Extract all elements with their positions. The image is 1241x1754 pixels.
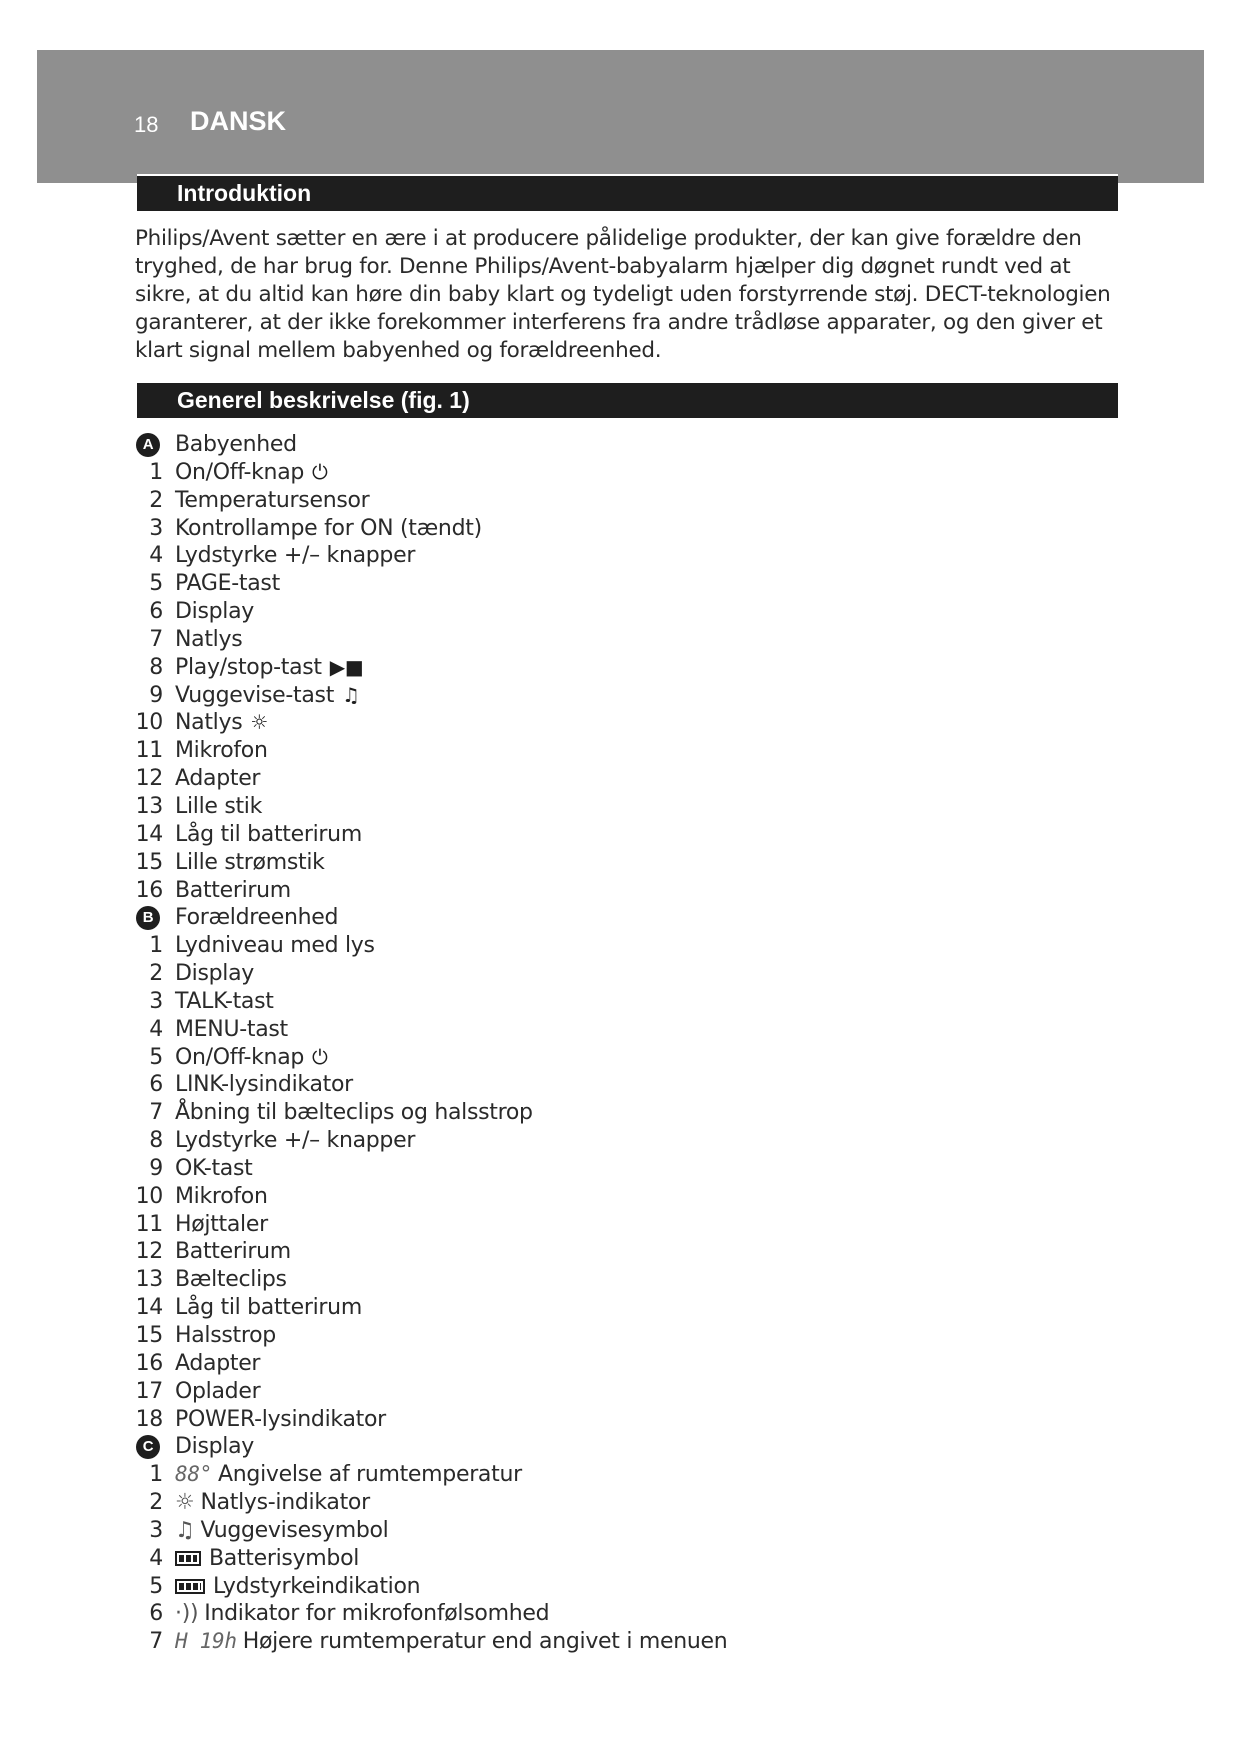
list-item: [133, 1099, 727, 1127]
item-label: MENU-tast: [175, 1016, 288, 1042]
item-number: 4: [149, 1016, 163, 1042]
group-heading: [133, 904, 727, 932]
item-number: 4: [149, 1545, 163, 1571]
item-label: Play/stop-tast: [175, 654, 322, 680]
item-number: 16: [135, 1350, 163, 1376]
item-label: LINK-lysindikator: [175, 1072, 353, 1098]
item-number: 16: [135, 877, 163, 903]
list-item: [133, 793, 727, 821]
section-general-description: [137, 383, 1118, 418]
list-item: [133, 1628, 727, 1656]
item-label: Batterirum: [175, 877, 291, 903]
item-label: PAGE-tast: [175, 571, 280, 597]
item-number: 1: [149, 1462, 163, 1488]
item-number: 15: [135, 1323, 163, 1348]
list-item: [133, 765, 727, 793]
item-number: 7: [149, 1100, 163, 1126]
intro-paragraph: Philips/Avent sætter en ære i at producere pålidelige produkter, der kan give forældre den tryghed, de har brug for. Denne Philips/Avent-babyalarm hjælper dig døgnet rundt ved at sikre, at du altid kan høre din baby klart og tydeligt uden forstyrrende støj. DECT-teknologien garanterer, at der ikke forekommer interferens fra andre trådløse apparater, og den giver et klart signal mellem babyenhed og forældreenhed.: [135, 226, 1111, 363]
item-number: 6: [149, 599, 163, 625]
list-item: [133, 487, 727, 515]
item-label: Mikrofon: [175, 1183, 268, 1209]
item-label: TALK-tast: [175, 988, 274, 1014]
item-number: 5: [149, 1573, 163, 1599]
list-item: [133, 1322, 727, 1350]
item-label: OK-tast: [175, 1155, 253, 1181]
list-item: [133, 570, 727, 598]
item-label: Natlys: [175, 626, 243, 652]
section-title-general-description: Generel beskrivelse (fig. 1): [177, 387, 470, 413]
item-number: 4: [149, 543, 163, 569]
item-label: Kontrollampe for ON (tændt): [175, 515, 482, 541]
item-number: 6: [149, 1601, 163, 1627]
item-number: 10: [135, 1183, 163, 1209]
item-label: Oplader: [175, 1378, 261, 1404]
item-label: Åbning til bælteclips og halsstrop: [175, 1100, 533, 1126]
item-label: Natlys-indikator: [200, 1490, 370, 1516]
item-label: Display: [175, 961, 254, 987]
item-number: 2: [149, 487, 163, 513]
symbol-icon: ·)): [175, 1601, 199, 1627]
item-label: Bælteclips: [175, 1267, 287, 1293]
item-label: Halsstrop: [175, 1323, 276, 1348]
item-label: Låg til batterirum: [175, 1295, 362, 1321]
list-item: [133, 877, 727, 905]
item-number: 7: [149, 1629, 163, 1655]
list-item: [133, 737, 727, 765]
group-title: Babyenhed: [175, 432, 297, 457]
item-number: 18: [135, 1406, 163, 1432]
item-number: 9: [149, 1155, 163, 1181]
item-number: 7: [149, 626, 163, 652]
item-number: 1: [149, 459, 163, 485]
power-icon: ⏻: [312, 459, 328, 484]
item-number: 3: [149, 515, 163, 541]
list-item: [133, 459, 727, 487]
list-item: [133, 1183, 727, 1211]
group-heading: [133, 1433, 727, 1461]
list-item: [133, 1238, 727, 1266]
night-light-icon: ☼: [250, 710, 268, 735]
item-number: 14: [135, 821, 163, 847]
list-item: [133, 1573, 727, 1601]
group-title: Display: [175, 1434, 254, 1460]
item-label: Display: [175, 599, 254, 625]
list-item: [133, 515, 727, 543]
item-number: 10: [135, 710, 163, 736]
item-number: 6: [149, 1072, 163, 1098]
list-item: [133, 1071, 727, 1099]
list-item: [133, 1155, 727, 1183]
list-item: [133, 1600, 727, 1628]
list-item: [133, 626, 727, 654]
item-label: Temperatursensor: [175, 487, 370, 513]
item-label: On/Off-knap: [175, 459, 305, 485]
page-number: 18: [134, 112, 159, 137]
item-number: 12: [135, 1239, 163, 1265]
item-label: Vuggevise-tast: [175, 682, 335, 708]
item-label: Lydniveau med lys: [175, 933, 375, 959]
list-item: [133, 1211, 727, 1239]
item-number: 13: [135, 793, 163, 819]
item-label: POWER-lysindikator: [175, 1406, 386, 1432]
power-icon: ⏻: [312, 1044, 328, 1069]
group-badge: B: [136, 906, 160, 930]
item-number: 17: [135, 1378, 163, 1404]
segment-display-icon: H 19h: [175, 1629, 237, 1654]
item-number: 2: [149, 1490, 163, 1516]
group-badge: A: [136, 433, 160, 457]
item-label: Natlys: [175, 710, 243, 736]
item-label: Låg til batterirum: [175, 821, 362, 847]
list-item: [133, 1406, 727, 1434]
item-number: 5: [149, 1044, 163, 1070]
language-heading: DANSK: [190, 106, 287, 136]
item-number: 8: [149, 654, 163, 680]
group-badge: C: [136, 1435, 160, 1459]
item-number: 15: [135, 849, 163, 875]
list-item: [133, 682, 727, 710]
list-item: [133, 1489, 727, 1517]
list-item: [133, 542, 727, 570]
list-item: [133, 821, 727, 849]
music-note-icon: ♫: [342, 682, 360, 707]
list-item: [133, 654, 727, 682]
list-item: [133, 932, 727, 960]
item-label: Højere rumtemperatur end angivet i menuen: [242, 1629, 728, 1655]
item-number: 11: [135, 738, 163, 764]
list-item: [133, 1545, 727, 1573]
list-item: [133, 1127, 727, 1155]
item-number: 11: [135, 1211, 163, 1237]
item-label: Vuggevisesymbol: [200, 1517, 389, 1543]
list-item: [133, 1016, 727, 1044]
item-label: Lydstyrkeindikation: [213, 1573, 421, 1599]
item-number: 1: [149, 933, 163, 959]
item-number: 12: [135, 766, 163, 792]
list-item: [133, 960, 727, 988]
item-label: Angivelse af rumtemperatur: [218, 1462, 522, 1488]
list-item: [133, 1294, 727, 1322]
item-number: 5: [149, 571, 163, 597]
group-title: Forældreenhed: [175, 905, 339, 931]
list-item: [133, 849, 727, 877]
list-item: [133, 988, 727, 1016]
list-item: [133, 709, 727, 737]
battery-icon: [175, 1551, 201, 1566]
item-label: Adapter: [175, 766, 261, 792]
list-item: [133, 1378, 727, 1406]
item-label: On/Off-knap: [175, 1044, 305, 1070]
segment-display-icon: 88°: [175, 1462, 213, 1487]
item-label: Mikrofon: [175, 738, 268, 764]
list-item: [133, 598, 727, 626]
play-stop-icon: ▶■: [329, 654, 364, 679]
item-number: 2: [149, 961, 163, 987]
item-label: Adapter: [175, 1350, 261, 1376]
section-title-introduction: Introduktion: [177, 180, 312, 206]
section-introduction: [137, 176, 1118, 211]
list-item: [133, 1461, 727, 1489]
item-number: 8: [149, 1128, 163, 1154]
item-number: 3: [149, 988, 163, 1014]
symbol-icon: ☼: [175, 1490, 195, 1516]
item-label: Lydstyrke +/– knapper: [175, 543, 416, 569]
list-item: [133, 1517, 727, 1545]
volume-bar-icon: [175, 1579, 205, 1594]
item-number: 9: [149, 682, 163, 708]
group-heading: [133, 431, 727, 459]
item-label: Lille stik: [175, 793, 263, 819]
list-item: [133, 1350, 727, 1378]
item-label: Indikator for mikrofonfølsomhed: [204, 1601, 550, 1627]
item-number: 13: [135, 1267, 163, 1293]
item-label: Batterisymbol: [209, 1545, 360, 1571]
item-label: Højttaler: [175, 1211, 268, 1237]
item-label: Lydstyrke +/– knapper: [175, 1128, 416, 1154]
list-item: [133, 1266, 727, 1294]
item-number: 14: [135, 1295, 163, 1321]
item-label: Batterirum: [175, 1239, 291, 1265]
list-item: [133, 1044, 727, 1072]
item-number: 3: [149, 1517, 163, 1543]
symbol-icon: ♫: [175, 1517, 195, 1543]
parts-list: [133, 431, 727, 1656]
item-label: Lille strømstik: [175, 849, 325, 875]
